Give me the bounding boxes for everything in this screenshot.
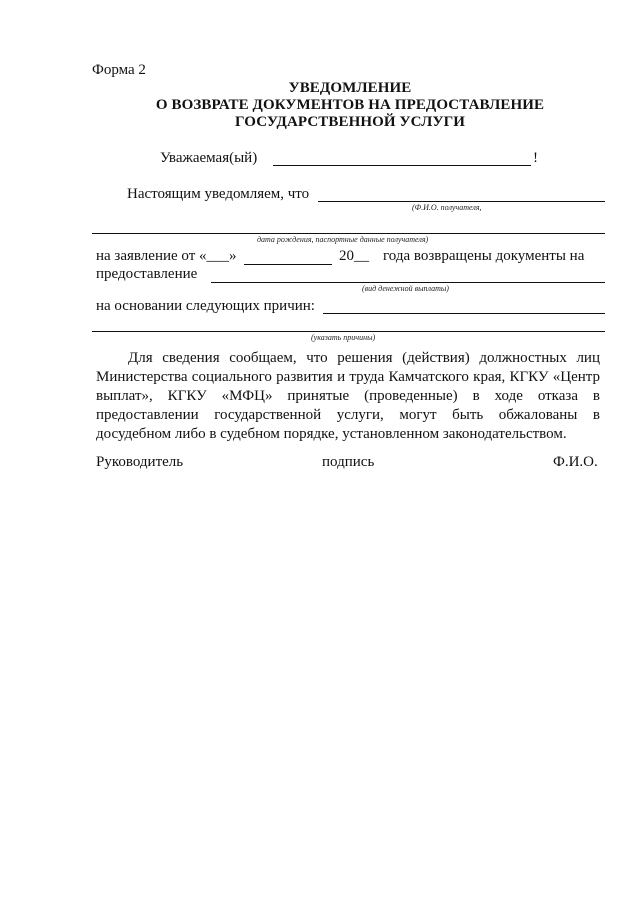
greeting-label: Уважаемая(ый) [160, 150, 258, 166]
appeal-info-paragraph [96, 349, 600, 444]
application-month-field[interactable] [244, 264, 332, 265]
application-day-blank[interactable]: ___ [206, 248, 230, 264]
greeting-exclamation: ! [533, 150, 538, 166]
reasons-field-1[interactable] [323, 313, 605, 314]
application-year-blank[interactable]: __ [354, 248, 369, 264]
recipient-fio-field[interactable] [318, 201, 605, 202]
application-year-prefix: 20 [339, 248, 354, 264]
reasons-field-2[interactable] [92, 331, 605, 332]
application-date-line [96, 248, 237, 265]
application-suffix: года возвращены документы на [383, 248, 585, 264]
signature-head-label: Руководитель [96, 454, 184, 470]
application-prefix: на заявление от « [96, 248, 207, 264]
application-year [339, 248, 369, 265]
form-number-label: Форма 2 [92, 62, 146, 78]
recipient-details-field[interactable] [92, 233, 605, 234]
payment-type-field[interactable] [211, 282, 605, 283]
paragraph-line: предоставлении государственной услуги, могут быть обжалованы в [96, 407, 600, 423]
signature-sign-label: подпись [322, 454, 375, 470]
paragraph-line: выплат», КГКУ «МФЦ» принятые (проведенные) в ходе отказа в [96, 388, 600, 404]
reasons-label: на основании следующих причин: [96, 298, 315, 314]
application-line2: предоставление [96, 266, 198, 282]
recipient-name-field[interactable] [273, 165, 531, 166]
paragraph-line: Для сведения сообщаем, что решения (действия) должностных лиц [128, 350, 600, 366]
paragraph-line: досудебном либо в судебном порядке, установленном законодательством. [96, 426, 567, 442]
paragraph-line: Министерства социального развития и труда Камчатского края, КГКУ «Центр [96, 369, 600, 385]
caption-reasons: (указать причины) [311, 333, 376, 342]
caption-payment-type: (вид денежной выплаты) [362, 284, 449, 293]
notice-text: Настоящим уведомляем, что [127, 186, 310, 202]
document-title-line-3: ГОСУДАРСТВЕННОЙ УСЛУГИ [235, 114, 465, 130]
application-quote-close: » [229, 248, 237, 264]
document-title-line-2: О ВОЗВРАТЕ ДОКУМЕНТОВ НА ПРЕДОСТАВЛЕНИЕ [155, 97, 545, 113]
document-title-line-1: УВЕДОМЛЕНИЕ [288, 80, 412, 96]
caption-birth-passport: дата рождения, паспортные данные получателя) [257, 235, 429, 244]
caption-fio: (Ф.И.О. получателя, [412, 203, 482, 212]
signature-fio-label: Ф.И.О. [553, 454, 598, 470]
